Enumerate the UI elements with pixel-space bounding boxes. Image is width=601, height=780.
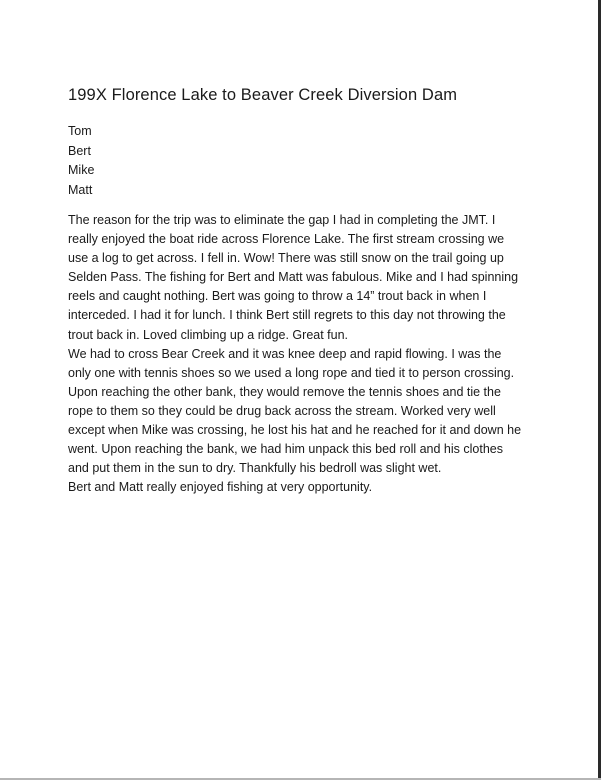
- narrative-line: really enjoyed the boat ride across Florence Lake. The first stream crossing we: [68, 232, 505, 247]
- participant-name: Matt: [68, 182, 93, 197]
- narrative-line: Upon reaching the other bank, they would remove the tennis shoes and tie the: [68, 384, 501, 399]
- narrative-line: except when Mike was crossing, he lost his hat and he reached for it and down he: [68, 423, 522, 438]
- narrative-line: trout back in. Loved climbing up a ridge. Great fun.: [68, 327, 349, 342]
- participant-name: Bert: [68, 143, 91, 158]
- narrative-line: rope to them so they could be drug back across the stream. Worked very well: [68, 403, 496, 418]
- narrative-line: interceded. I had it for lunch. I think Bert still regrets to this day not throwing the: [68, 308, 506, 323]
- narrative-line: Selden Pass. The fishing for Bert and Matt was fabulous. Mike and I had spinning: [68, 270, 519, 285]
- page-title: 199X Florence Lake to Beaver Creek Diversion Dam: [68, 86, 458, 104]
- trip-narrative: [68, 211, 568, 497]
- participant-name: Mike: [68, 163, 95, 177]
- narrative-line: use a log to get across. I fell in. Wow! There was still snow on the trail going up: [68, 251, 504, 266]
- narrative-line: The reason for the trip was to eliminate the gap I had in completing the JMT. I: [68, 213, 496, 227]
- narrative-line: We had to cross Bear Creek and it was knee deep and rapid flowing. I was the: [68, 346, 502, 361]
- narrative-line: Bert and Matt really enjoyed fishing at very opportunity.: [68, 480, 373, 495]
- narrative-line: only one with tennis shoes so we used a long rope and tied it to person crossing.: [68, 365, 515, 380]
- participant-list: [68, 122, 94, 200]
- narrative-line: and put them in the sun to dry. Thankfully his bedroll was slight wet.: [68, 461, 442, 476]
- narrative-line: reels and caught nothing. Bert was going to throw a 14” trout back in when I: [68, 289, 487, 304]
- narrative-line: went. Upon reaching the bank, we had him unpack this bed roll and his clothes: [68, 442, 503, 457]
- participant-name: Tom: [68, 124, 92, 138]
